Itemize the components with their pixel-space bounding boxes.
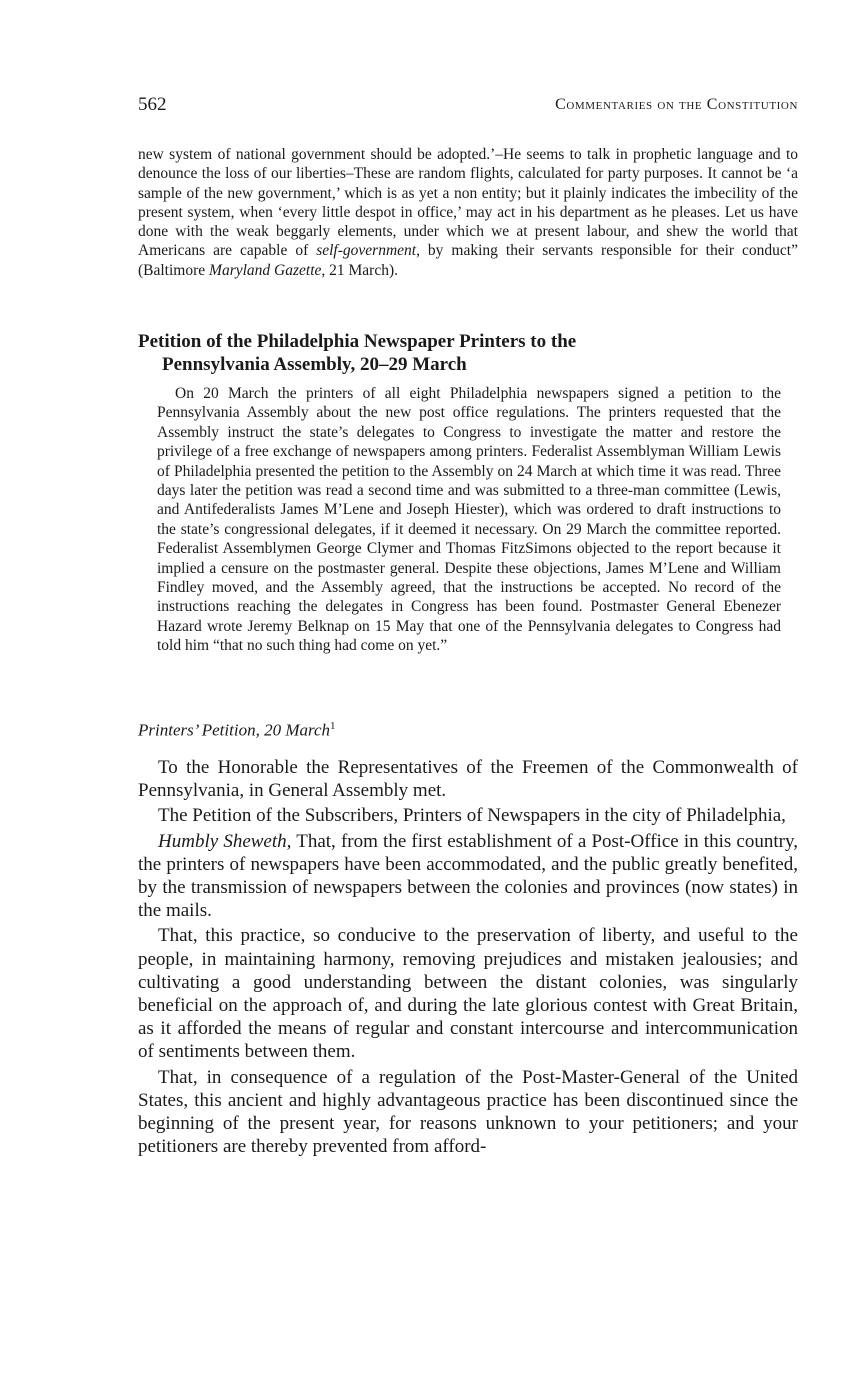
quotation-paragraph bbox=[138, 145, 798, 280]
continued-quotation bbox=[138, 145, 798, 280]
document-title bbox=[138, 720, 336, 741]
section-title-line-2: Pennsylvania Assembly, 20–29 March bbox=[162, 354, 467, 375]
sheweth-text: That, from the first establishment of a Post-Office in this country, the printers of newspapers have been accommodated, and the public greatly benefited, by the transmission of newspapers between the colonies and provinces (now states) in the mails. bbox=[138, 830, 798, 922]
section-title-line-1: Petition of the Philadelphia Newspaper Printers to the bbox=[138, 331, 577, 352]
quote-emphasis-newspaper: Maryland Gazette bbox=[209, 261, 322, 279]
footnote-marker: 1 bbox=[330, 720, 336, 732]
petition-text bbox=[138, 756, 798, 1160]
petition-paragraph-1 bbox=[138, 830, 798, 923]
quote-text-2: , by making their servants responsible for their conduct” (Baltimore bbox=[138, 242, 798, 279]
headnote-paragraph: On 20 March the printers of all eight Philadelphia newspapers signed a petition to the Pennsylvania Assembly about the new post office regulations. The printers requested that the Assembly instruct the state’s delegates to Congress to investigate the matter and restore the privilege of a free exchange of newspapers among printers. Federalist Assemblyman William Lewis of Philadelphia presented the petition to the Assembly on 24 March at which time it was read. Three days later the petition was read a second time and was submitted to a three-man committee (Lewis, and Antifederalists James M’Lene and Joseph Hiester), which was ordered to draft instructions to the state’s congressional delegates, if it deemed it necessary. On 29 March the committee reported. Federalist Assemblymen George Clymer and Thomas FitzSimons objected to the report because it implied a censure on the postmaster general. Despite these objections, James M’Lene and William Findley moved, and the Assembly agreed, that the instructions be accepted. No record of the instructions reaching the delegates in Congress has been found. Postmaster General Ebenezer Hazard wrote Jeremy Belknap on 15 May that one of the Pennsylvania delegates to Congress had told him “that no such thing had come on yet.” bbox=[157, 385, 781, 655]
quote-text-3: , 21 March). bbox=[321, 261, 399, 279]
page-number: 562 bbox=[138, 94, 167, 115]
petition-paragraph-3: That, in consequence of a regulation of the Post-Master-General of the United States, this ancient and highly advantageous practice has been discontinued since the beginning of the present year, for reasons unknown to your petitioners; and your petitioners are thereby prevented from afford- bbox=[138, 1066, 798, 1158]
petition-intro: The Petition of the Subscribers, Printers of Newspapers in the city of Philadelphia, bbox=[158, 805, 786, 827]
quote-text-1: new system of national government should be adopted.’–He seems to talk in prophetic language and to denounce the loss of our liberties–These are random flights, calculated for party purposes. It cannot be ‘a sample of the new government,’ which is as yet a non entity; but it plainly indicates the imbecility of the present system, when ‘every little despot in office,’ may act in his department as he pleases. Let us have done with the weak beggarly elements, under which we at present labour, and shew the world that Americans are capable of bbox=[138, 146, 798, 260]
editorial-headnote bbox=[157, 384, 781, 656]
petition-paragraph-2: That, this practice, so conducive to the preservation of liberty, and useful to the people, in maintaining harmony, removing prejudices and mistaken jealousies; and cultivating a good understanding between the distant colonies, was singularly beneficial on the approach of, and during the late glorious contest with Great Britain, as it afforded the means of regular and constant intercourse and intercommunication of sentiments between them. bbox=[138, 925, 798, 1063]
running-head: Commentaries on the Constitution bbox=[555, 96, 798, 113]
petition-address: To the Honorable the Representatives of the Freemen of the Commonwealth of Pennsylvania, in General Assembly met. bbox=[138, 757, 798, 802]
sheweth-label: Humbly Sheweth, bbox=[158, 830, 292, 852]
document-title-text: Printers’ Petition, 20 March bbox=[138, 720, 331, 740]
quote-emphasis-self-government: self-government bbox=[316, 242, 417, 260]
section-title bbox=[138, 330, 798, 376]
page-header bbox=[138, 94, 798, 124]
